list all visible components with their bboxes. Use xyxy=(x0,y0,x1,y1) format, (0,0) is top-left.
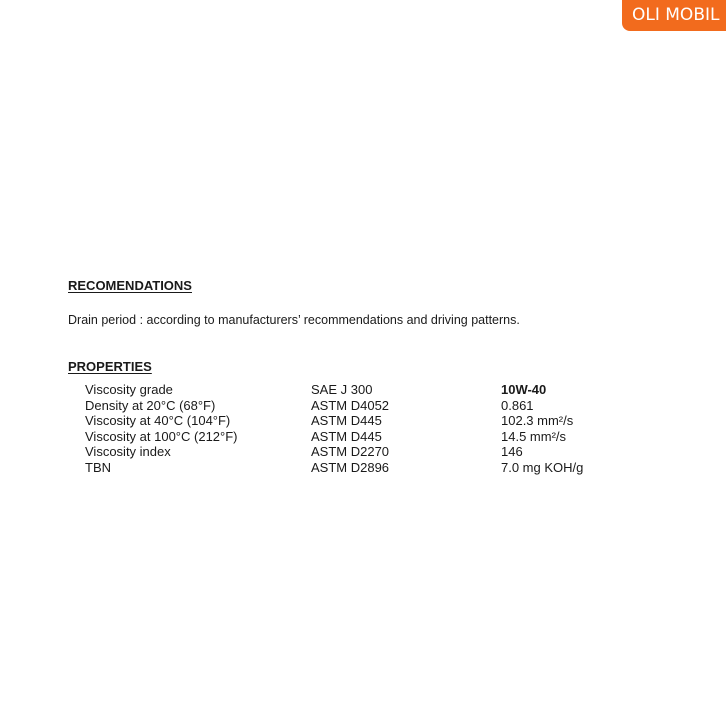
table-row xyxy=(85,429,621,445)
property-method: ASTM D445 xyxy=(311,413,382,428)
property-name: Viscosity at 40°C (104°F) xyxy=(85,413,231,428)
table-row xyxy=(85,398,621,414)
property-name: Viscosity at 100°C (212°F) xyxy=(85,428,238,444)
property-method: ASTM D2896 xyxy=(311,459,390,475)
properties-heading: PROPERTIES xyxy=(68,359,152,374)
property-method: ASTM D4052 xyxy=(311,397,390,413)
table-row xyxy=(85,460,621,476)
property-value: 10W-40 xyxy=(501,382,547,397)
table-row xyxy=(85,382,621,398)
property-name: Viscosity index xyxy=(85,444,171,459)
recommendations-heading: RECOMENDATIONS xyxy=(68,278,192,293)
property-value: 146 xyxy=(501,444,523,459)
property-name: Viscosity grade xyxy=(85,382,173,397)
property-method: SAE J 300 xyxy=(311,382,373,397)
table-row xyxy=(85,444,621,460)
brand-badge xyxy=(622,0,726,31)
table-row xyxy=(85,413,621,429)
property-name: Density at 20°C (68°F) xyxy=(85,397,216,413)
properties-table xyxy=(85,382,621,475)
brand-label: OLI MOBIL xyxy=(632,5,720,25)
property-value: 0.861 xyxy=(501,397,534,413)
drain-period-text: Drain period : according to manufacturers’ recommendations and driving patterns. xyxy=(68,313,520,327)
property-method: ASTM D2270 xyxy=(311,444,390,459)
property-value: 7.0 mg KOH/g xyxy=(501,459,584,475)
property-method: ASTM D445 xyxy=(311,428,382,444)
property-name: TBN xyxy=(85,459,111,475)
property-value: 14.5 mm²/s xyxy=(501,428,567,444)
property-value: 102.3 mm²/s xyxy=(501,413,574,428)
